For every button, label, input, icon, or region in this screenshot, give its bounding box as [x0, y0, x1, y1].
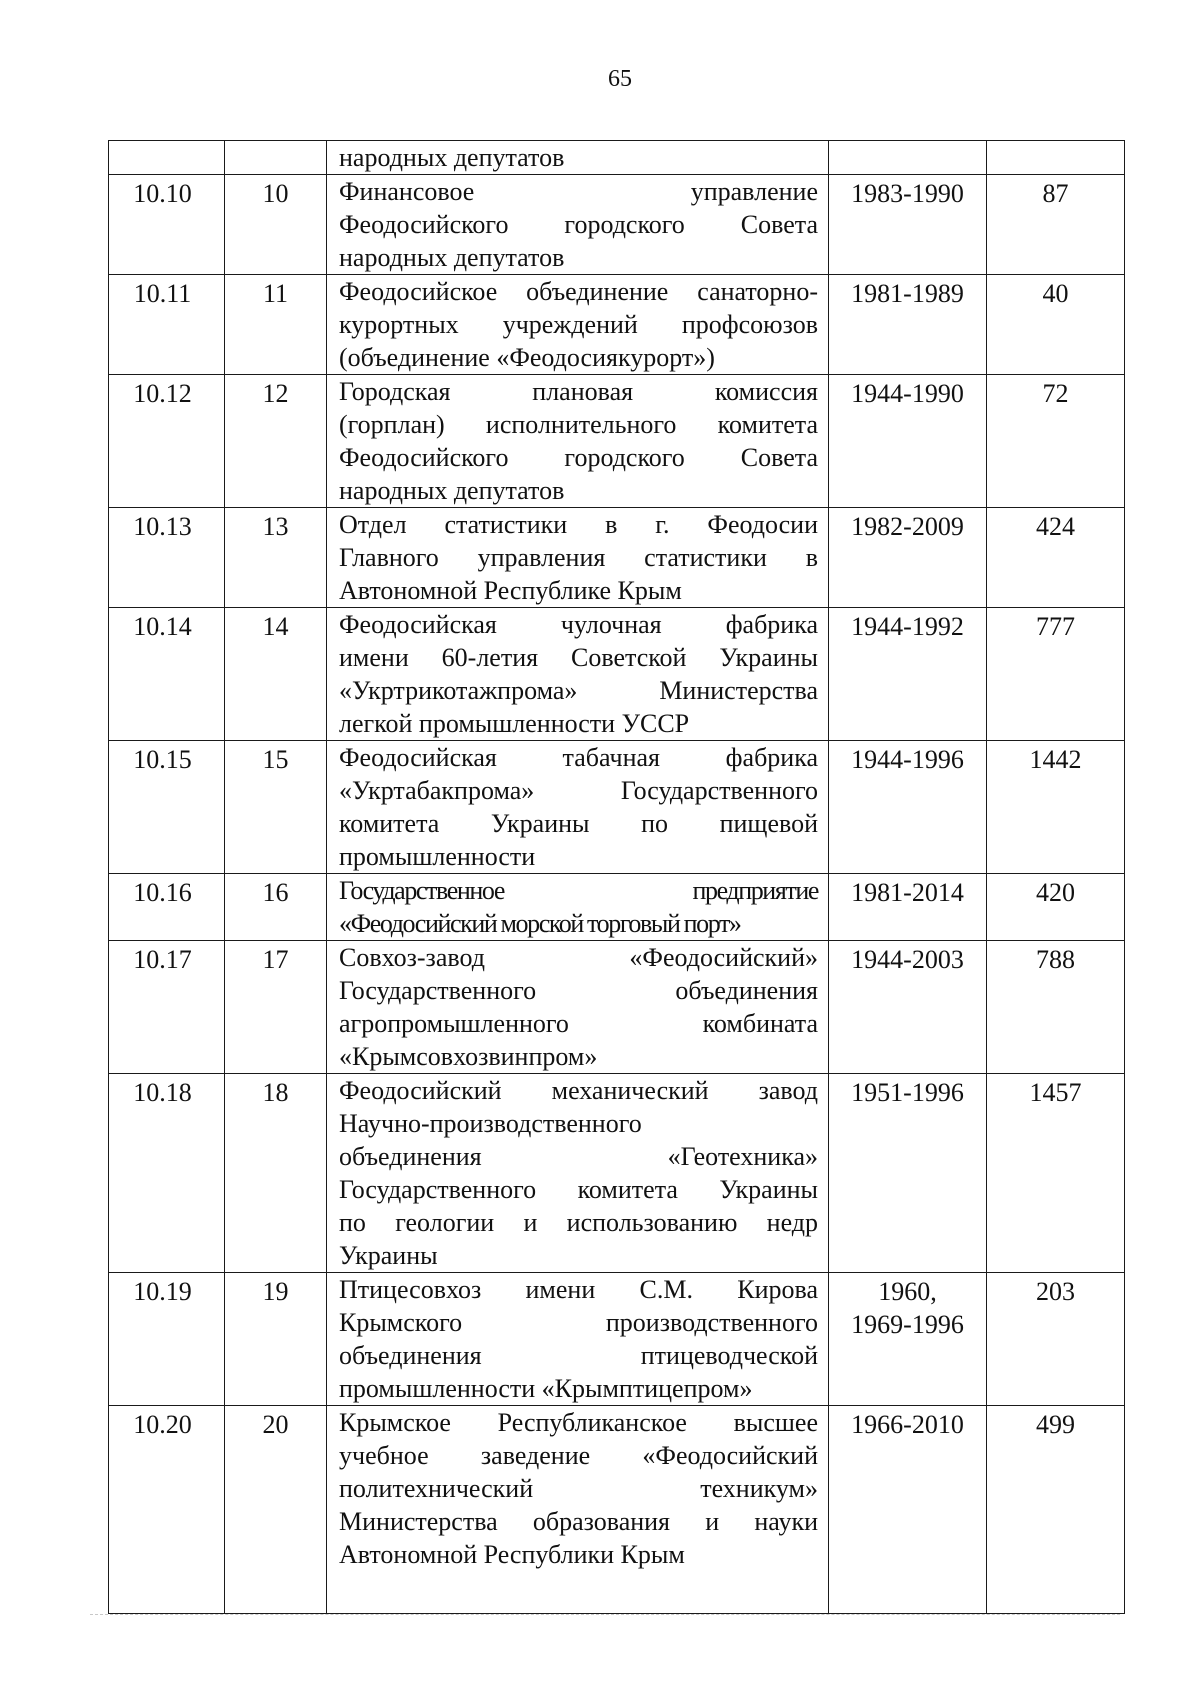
fund-name-line: промышленности — [339, 842, 536, 871]
fund-years-line: 1944-2003 — [851, 945, 964, 974]
fund-name-line: промышленности «Крымптицепром» — [339, 1374, 753, 1403]
fund-name-cell — [327, 275, 829, 375]
fund-name-line: по геологии и использованию недр — [339, 1208, 818, 1237]
fund-years-line: 1981-1989 — [851, 279, 964, 308]
fund-name-line: легкой промышленности УССР — [339, 709, 690, 738]
fund-name-line: «Феодосийский морской торговый порт» — [339, 909, 741, 938]
fund-name-cell — [327, 874, 829, 941]
fund-name-line: народных депутатов — [339, 476, 565, 505]
fund-name-line: Городская плановая комиссия — [339, 377, 818, 406]
fund-years-line: 1966-2010 — [851, 1410, 964, 1439]
fund-name-line: Министерства образования и науки — [339, 1507, 818, 1536]
table-row — [109, 375, 1125, 508]
fund-name-line: комитета Украины по пищевой — [339, 809, 818, 838]
fund-years-cell — [829, 608, 987, 741]
fund-units-count-cell: 777 — [987, 608, 1125, 741]
fund-name-line: Украины — [339, 1241, 438, 1270]
fund-units-count-cell: 788 — [987, 941, 1125, 1074]
fund-name-line: Крымское Республиканское высшее — [339, 1408, 818, 1437]
fund-name-cell — [327, 1074, 829, 1273]
fund-code-cell: 10.17 — [109, 941, 225, 1074]
fund-number-cell: 17 — [225, 941, 327, 1074]
fund-years-line: 1982-2009 — [851, 512, 964, 541]
fund-name-line: Научно-производственного — [339, 1109, 642, 1138]
fund-name-line: агропромышленного комбината — [339, 1009, 818, 1038]
fund-years-line: 1981-2014 — [851, 878, 964, 907]
fund-code-cell: 10.12 — [109, 375, 225, 508]
fund-number-cell: 20 — [225, 1406, 327, 1614]
continuation-row — [109, 141, 1125, 175]
fund-name-line: Главного управления статистики в — [339, 543, 818, 572]
fund-name-line: политехнический техникум» — [339, 1474, 818, 1503]
fund-name-line: учебное заведение «Феодосийский — [339, 1441, 818, 1470]
fund-code-cell: 10.19 — [109, 1273, 225, 1406]
fund-name-line: имени 60-летия Советской Украины — [339, 643, 818, 672]
fund-name-line: Птицесовхоз имени С.М. Кирова — [339, 1275, 818, 1304]
fund-name-line: объединения «Геотехника» — [339, 1142, 818, 1171]
continuation-name-text: народных депутатов — [339, 143, 565, 172]
scan-artifact-line — [90, 1614, 1120, 1615]
fund-name-line: «Укртабакпрома» Государственного — [339, 776, 818, 805]
fund-code-cell: 10.18 — [109, 1074, 225, 1273]
fund-code-cell: 10.14 — [109, 608, 225, 741]
fund-code-cell: 10.15 — [109, 741, 225, 874]
fund-units-count-cell: 40 — [987, 275, 1125, 375]
fund-name-cell — [327, 375, 829, 508]
fund-years-line: 1951-1996 — [851, 1078, 964, 1107]
fund-units-count-cell: 424 — [987, 508, 1125, 608]
fund-name-line: Феодосийская табачная фабрика — [339, 743, 818, 772]
fund-name-cell — [327, 741, 829, 874]
fund-years-cell — [829, 508, 987, 608]
fund-units-count-cell: 87 — [987, 175, 1125, 275]
fund-code-cell: 10.13 — [109, 508, 225, 608]
table-row — [109, 1074, 1125, 1273]
continuation-code-cell — [109, 141, 225, 175]
fund-registry-table — [108, 140, 1125, 1614]
fund-units-count-cell: 1442 — [987, 741, 1125, 874]
table-row — [109, 175, 1125, 275]
fund-number-cell: 18 — [225, 1074, 327, 1273]
fund-name-line: Государственного объединения — [339, 976, 818, 1005]
continuation-num-cell — [225, 141, 327, 175]
fund-name-line: народных депутатов — [339, 243, 565, 272]
fund-years-cell — [829, 375, 987, 508]
fund-years-cell — [829, 1074, 987, 1273]
fund-years-cell — [829, 1273, 987, 1406]
fund-years-line: 1944-1992 — [851, 612, 964, 641]
table-row — [109, 1406, 1125, 1614]
fund-name-line: Государственное предприятие — [339, 876, 818, 905]
fund-name-line: Автономной Республики Крым — [339, 1540, 685, 1569]
fund-name-line: Феодосийская чулочная фабрика — [339, 610, 818, 639]
fund-number-cell: 16 — [225, 874, 327, 941]
fund-name-cell — [327, 941, 829, 1074]
fund-name-cell — [327, 608, 829, 741]
table-row — [109, 874, 1125, 941]
fund-number-cell: 13 — [225, 508, 327, 608]
fund-years-cell — [829, 874, 987, 941]
fund-number-cell: 10 — [225, 175, 327, 275]
fund-name-line: «Укртрикотажпрома» Министерства — [339, 676, 818, 705]
fund-name-cell — [327, 175, 829, 275]
fund-number-cell: 15 — [225, 741, 327, 874]
fund-name-line: объединения птицеводческой — [339, 1341, 818, 1370]
fund-units-count-cell: 420 — [987, 874, 1125, 941]
fund-years-cell — [829, 741, 987, 874]
fund-number-cell: 19 — [225, 1273, 327, 1406]
table-body — [109, 141, 1125, 1614]
table-row — [109, 741, 1125, 874]
continuation-count-cell — [987, 141, 1125, 175]
fund-years-line: 1969-1996 — [851, 1310, 964, 1339]
fund-units-count-cell: 203 — [987, 1273, 1125, 1406]
fund-years-cell — [829, 1406, 987, 1614]
page-number: 65 — [608, 66, 632, 92]
fund-code-cell: 10.20 — [109, 1406, 225, 1614]
fund-name-line: Крымского производственного — [339, 1308, 818, 1337]
fund-name-line: (горплан) исполнительного комитета — [339, 410, 818, 439]
fund-years-cell — [829, 175, 987, 275]
table-row — [109, 508, 1125, 608]
fund-name-cell — [327, 1406, 829, 1614]
fund-name-line: «Крымсовхозвинпром» — [339, 1042, 598, 1071]
fund-name-line: Отдел статистики в г. Феодосии — [339, 510, 818, 539]
fund-units-count-cell: 1457 — [987, 1074, 1125, 1273]
fund-years-cell — [829, 941, 987, 1074]
fund-name-line: Финансовое управление — [339, 177, 818, 206]
fund-code-cell: 10.16 — [109, 874, 225, 941]
fund-years-line: 1983-1990 — [851, 179, 964, 208]
table-row — [109, 608, 1125, 741]
fund-name-line: Феодосийский механический завод — [339, 1076, 818, 1105]
fund-name-cell — [327, 508, 829, 608]
table-row — [109, 1273, 1125, 1406]
fund-years-line: 1960, — [878, 1277, 937, 1306]
fund-years-line: 1944-1996 — [851, 745, 964, 774]
fund-name-line: курортных учреждений профсоюзов — [339, 310, 818, 339]
fund-years-line: 1944-1990 — [851, 379, 964, 408]
fund-number-cell: 12 — [225, 375, 327, 508]
fund-name-line: Государственного комитета Украины — [339, 1175, 818, 1204]
fund-number-cell: 11 — [225, 275, 327, 375]
continuation-years-cell — [829, 141, 987, 175]
fund-name-line: Феодосийского городского Совета — [339, 210, 818, 239]
fund-name-cell — [327, 1273, 829, 1406]
fund-code-cell: 10.11 — [109, 275, 225, 375]
fund-name-line: Феодосийского городского Совета — [339, 443, 818, 472]
fund-code-cell: 10.10 — [109, 175, 225, 275]
continuation-name-cell — [327, 141, 829, 175]
fund-number-cell: 14 — [225, 608, 327, 741]
table-row — [109, 275, 1125, 375]
fund-years-cell — [829, 275, 987, 375]
fund-name-line: (объединение «Феодосиякурорт») — [339, 343, 715, 372]
fund-name-line: Автономной Республике Крым — [339, 576, 682, 605]
table-row — [109, 941, 1125, 1074]
fund-name-line: Совхоз-завод «Феодосийский» — [339, 943, 818, 972]
fund-units-count-cell: 499 — [987, 1406, 1125, 1614]
fund-units-count-cell: 72 — [987, 375, 1125, 508]
fund-name-line: Феодосийское объединение санаторно- — [339, 277, 818, 306]
